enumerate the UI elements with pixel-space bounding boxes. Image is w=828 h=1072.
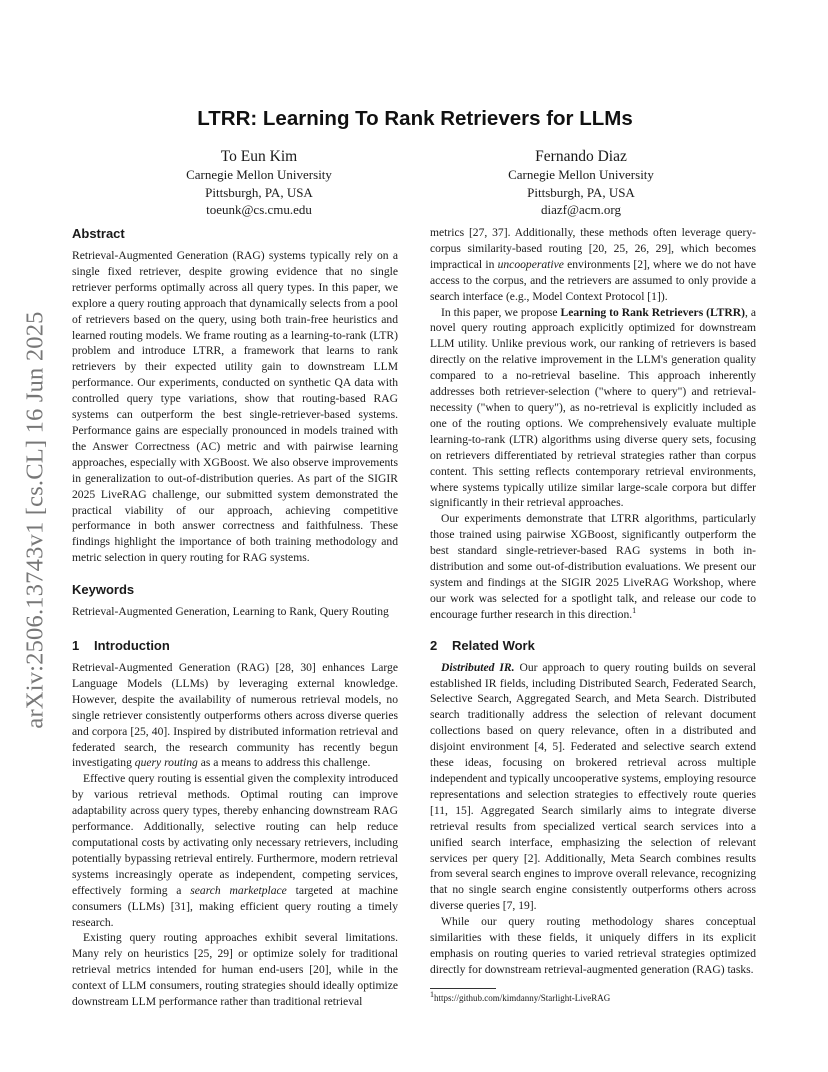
keywords-heading: Keywords [72,582,135,598]
intro-paragraph-continued: metrics [27, 37]. Additionally, these methods often leverage query-corpus similarity-based routing [20, 25, 26, 29], which becomes impractical in uncooperative environments [2], where we do not have access to the corpus, and the retrievers are assumed to only provide a search interface (e.g., Model Context Protocol [1]). [430,226,756,303]
arxiv-id-text: arXiv:2506.13743v1 [cs.CL] 16 Jun 2025 [22,311,50,729]
intro-paragraph-proposal: In this paper, we propose Learning to Rank Retrievers (LTRR), a novel query routing approach explicitly optimized for downstream LLM utility. Unlike previous work, our ranking of retrievers is based directly on the relative improvement in the LLM's generation quality compared to a no-retrieval baseline. This approach inherently addresses both retriever-selection ("where to query") and retrieval-necessity ("when to query"), as no-retrieval is explicitly included as one of the routing options. We comprehensively evaluate multiple learning-to-rank (LTR) algorithms using diverse query sets, focusing on retrievers differentiated by retrieval strategies rather than corpus content. This setting reflects contemporary retrieval environments, where systems typically utilize similar large-scale corpora but differ significantly in their retrieval approaches. [430,305,756,510]
section-title: Related Work [452,637,535,653]
author-name: Fernando Diaz [535,148,627,165]
footnote-url: https://github.com/kimdanny/Starlight-LiveRAG [434,992,611,1003]
introduction-heading [72,637,398,654]
section-number: 1 [72,638,80,654]
section-number: 2 [430,637,438,653]
author-affiliation: Carnegie Mellon University [186,167,332,182]
left-column [72,225,398,1010]
author-name: To Eun Kim [220,148,298,165]
author-email: toeunk@cs.cmu.edu [206,202,312,217]
abstract-text: Retrieval-Augmented Generation (RAG) systems typically rely on a single fixed retriever, despite growing evidence that no single retriever performs optimally across all query types. In this paper, we explore a query routing approach that dynamically selects from a pool of retrievers based on the query, using both train-free heuristics and learned routing models. We frame routing as a learning-to-rank (LTR) problem and introduce LTRR, a framework that learns to rank retrievers by their expected utility gain to downstream LLM performance. Our experiments, conducted on synthetic QA data with controlled query type variations, show that routing-based RAG systems can outperform the best single-retriever-based systems. Performance gains are especially pronounced in models trained with the Answer Correctness (AC) metric and with pairwise learning approaches, especially with XGBoost. We also observe improvements in generalization to out-of-distribution queries. As part of the SIGIR 2025 LiveRAG challenge, our submitted system demonstrated the practical viability of our approach, achieving competitive performance in both answer correctness and faithfulness. These findings highlight the importance of both training methodology and metric selection in query routing for RAG systems. [72,249,398,565]
keywords-text: Retrieval-Augmented Generation, Learning to Rank, Query Routing [72,605,389,619]
related-paragraph-2: While our query routing methodology shares conceptual similarities with these fields, it uniquely differs in its explicit emphasis on routing queries to varied retrieval strategies optimized directly for downstream retrieval-augmented generation (RAG) tasks. [430,915,756,976]
right-column [430,225,756,1004]
author-email: diazf@acm.org [541,202,621,217]
intro-paragraph-experiments: Our experiments demonstrate that LTRR algorithms, particularly those trained using pairwise XGBoost, significantly outperform the best standard single-retriever-based RAG systems in both in-distribution and some out-of-distribution evaluations. We present our system and findings at the SIGIR 2025 LiveRAG Workshop, where our work was selected for a spotlight talk, and release our code to encourage further research in this direction.$^1$ [430,512,756,621]
intro-paragraph-2: Effective query routing is essential given the complexity introduced by various retrieval methods. Optimal routing can improve adaptability across query types, thereby enhancing downstream RAG performance. Additionally, selective routing can help reduce computational costs by activating only necessary retrievers, including potentially bypassing retrieval entirely. Furthermore, modern retrieval systems increasingly operate as independent, competing services, effectively forming a search marketplace targeted at machine consumers (LLMs) [31], making efficient query routing a timely research. [72,772,398,929]
related-paragraph-1: Distributed IR. Our approach to query routing builds on several established IR fields, including Distributed Search, Federated Search, Selective Search, Aggregated Search, and Meta Search. Distributed search traditionally address the selection of relevant document collections based on query relevance, often in a distributed and disjoint environment [4, 5]. Federated and selective search extend these ideas, focusing on brokered retrieval across multiple independent and typically uncooperative systems, employing resource representations and selection strategies to effectively route queries [11, 15]. Aggregated Search similarly aims to integrate diverse retrieval results from specialized vertical search services into a unified search interface, emphasizing the selection of relevant services per query [2]. Additionally, Meta Search combines results from several search engines to improve overall relevance, recognizing that no single search engine consistently outperforms others across diverse queries [7, 19]. [430,660,756,913]
related-work-heading [430,637,756,654]
footnote-marker: 1 [632,605,637,615]
author-block-1 [109,147,409,219]
intro-paragraph-1: Retrieval-Augmented Generation (RAG) [28, 30] enhances Large Language Models (LLMs) by leveraging external knowledge. However, despite the availability of numerous retrieval models, no single retriever consistently outperforms others across diverse queries and corpora [25, 40]. Inspired by distributed information retrieval and federated search, the research community has recently begun investigating query routing as a means to address this challenge. [72,661,398,770]
author-block-2 [431,147,731,219]
author-location: Pittsburgh, PA, USA [527,184,635,200]
paper-title: LTRR: Learning To Rank Retrievers for LLMs [197,107,633,130]
author-location: Pittsburgh, PA, USA [205,184,313,200]
arxiv-identifier-stamp [16,300,56,740]
footnote: $^1$https://github.com/kimdanny/Starlight-LiveRAG [430,989,611,1003]
footnote-rule [430,988,496,989]
intro-paragraph-3: Existing query routing approaches exhibit several limitations. Many rely on heuristics [25, 29] or optimize solely for traditional retrieval metrics intended for human end-users [20], while in the context of LLM consumers, routing strategies should ideally optimize downstream LLM performance rather than traditional retrieval [72,931,398,1009]
abstract-heading: Abstract [72,226,125,241]
section-title: Introduction [94,638,170,654]
author-affiliation: Carnegie Mellon University [508,167,654,182]
